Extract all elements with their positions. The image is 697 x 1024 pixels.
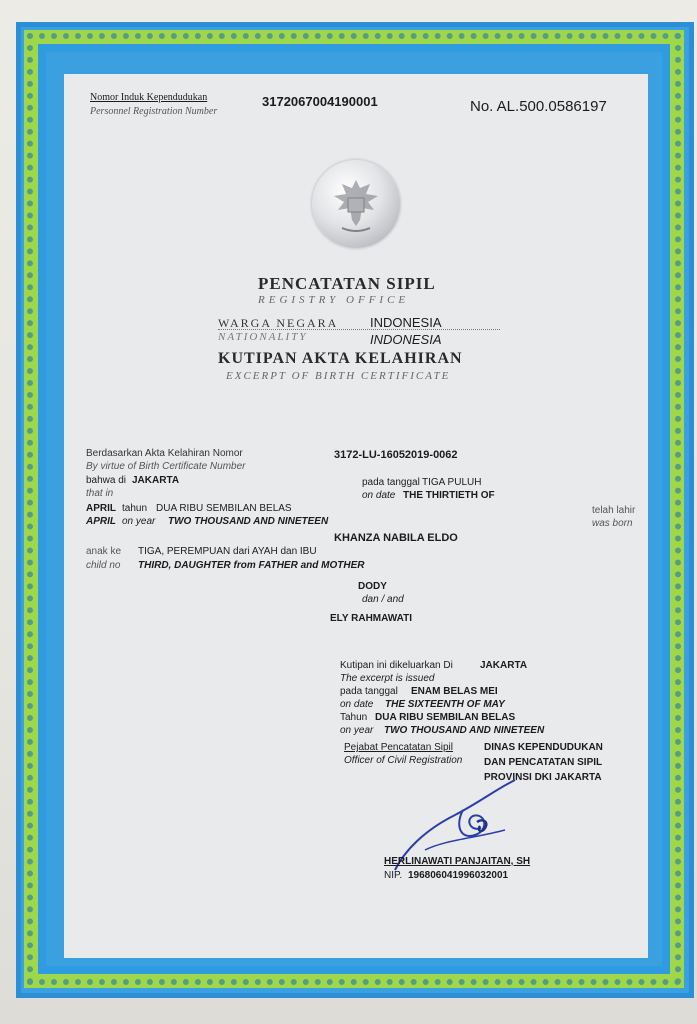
document-title-id: KUTIPAN AKTA KELAHIRAN <box>218 350 463 367</box>
child-no-label-id: anak ke <box>86 546 122 557</box>
issued-label-id: Kutipan ini dikeluarkan Di <box>340 660 453 671</box>
date-value-id: TIGA PULUH <box>422 477 482 488</box>
issued-date-label-id: pada tanggal <box>340 686 398 697</box>
date-label-en: on date <box>362 490 396 501</box>
issued-year-value-en: TWO THOUSAND AND NINETEEN <box>384 725 545 736</box>
issued-date-value-en: THE SIXTEENTH OF MAY <box>385 699 505 710</box>
officer-label-en: Officer of Civil Registration <box>344 755 463 766</box>
father-name: DODY <box>358 581 387 592</box>
nik-label-id: Nomor Induk Kependudukan <box>90 92 208 103</box>
citizenship-label-id: WARGA NEGARA <box>218 316 339 330</box>
birth-cert-number: 3172-LU-16052019-0062 <box>334 449 458 461</box>
place-value: JAKARTA <box>132 475 180 486</box>
nip-value: 196806041996032001 <box>408 870 509 881</box>
citizenship-label-en: NATIONALITY <box>218 331 308 343</box>
place-label-id: bahwa di <box>86 475 127 486</box>
year-value-en: TWO THOUSAND AND NINETEEN <box>168 516 329 527</box>
garuda-seal-icon <box>312 160 400 248</box>
issued-label-en: The excerpt is issued <box>340 673 435 684</box>
and-label: dan / and <box>362 594 404 605</box>
child-no-label-en: child no <box>86 560 121 571</box>
year-label-id: tahun <box>122 503 148 514</box>
issued-year-value-id: DUA RIBU SEMBILAN BELAS <box>375 712 516 723</box>
born-label-id: telah lahir <box>592 505 636 516</box>
basis-label-en: By virtue of Birth Certificate Number <box>86 461 246 472</box>
month-en: APRIL <box>86 516 116 527</box>
office-title-en: REGISTRY OFFICE <box>258 294 410 306</box>
child-name: KHANZA NABILA ELDO <box>334 532 458 544</box>
office-title-id: PENCATATAN SIPIL <box>258 274 436 293</box>
place-label-en: that in <box>86 488 114 499</box>
basis-label-id: Berdasarkan Akta Kelahiran Nomor <box>86 448 243 459</box>
document-number: No. AL.500.0586197 <box>470 98 607 115</box>
official-signature <box>385 770 535 885</box>
year-value-id: DUA RIBU SEMBILAN BELAS <box>156 503 292 514</box>
official-name: HERLINAWATI PANJAITAN, SH <box>384 856 531 867</box>
office-line-2: DAN PENCATATAN SIPIL <box>484 757 603 768</box>
date-value-en: THE THIRTIETH OF <box>403 490 495 501</box>
date-label-id: pada tanggal <box>362 477 420 488</box>
citizenship-value-id: INDONESIA <box>370 315 442 330</box>
issued-date-label-en: on date <box>340 699 374 710</box>
citizenship-value-en: INDONESIA <box>370 332 442 347</box>
child-no-value-en: THIRD, DAUGHTER from FATHER and MOTHER <box>138 560 365 571</box>
document-title-en: EXCERPT OF BIRTH CERTIFICATE <box>226 370 451 382</box>
issued-year-label-en: on year <box>340 725 374 736</box>
mother-name: ELY RAHMAWATI <box>330 613 413 624</box>
issued-place: JAKARTA <box>480 660 528 671</box>
issued-year-label-id: Tahun <box>340 712 368 723</box>
office-line-1: DINAS KEPENDUDUKAN <box>484 742 603 753</box>
officer-label-id: Pejabat Pencatatan Sipil <box>344 742 453 753</box>
citizenship-divider <box>218 329 500 330</box>
issued-date-value-id: ENAM BELAS MEI <box>411 686 498 697</box>
nip-label: NIP. <box>384 870 403 881</box>
nik-value: 3172067004190001 <box>262 94 378 109</box>
nik-label-en: Personnel Registration Number <box>90 106 218 117</box>
month-id: APRIL <box>86 503 116 514</box>
child-no-value-id: TIGA, PEREMPUAN dari AYAH dan IBU <box>138 546 317 557</box>
office-line-3: PROVINSI DKI JAKARTA <box>484 772 602 783</box>
born-label-en: was born <box>592 518 633 529</box>
year-label-en: on year <box>122 516 156 527</box>
